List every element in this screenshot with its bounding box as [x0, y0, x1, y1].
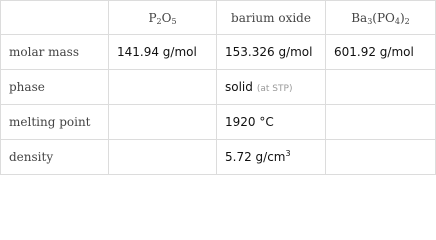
row-label-molar-mass: molar mass [1, 35, 109, 70]
density-value: 5.72 g/cm [225, 150, 286, 164]
column-header-p2o5: $P_2O_5$ [109, 1, 217, 35]
table-row [1, 35, 436, 70]
cell-value [326, 70, 436, 105]
cell-value: 1920 °C [217, 105, 326, 140]
phase-note: (at STP) [256, 84, 293, 94]
cell-value [326, 105, 436, 140]
corner-cell [1, 1, 109, 35]
column-header-barium-phosphate: $Ba_3(PO_4)_2$ [326, 1, 436, 35]
table-row [1, 105, 436, 140]
table-row [1, 70, 436, 105]
cell-value: 601.92 g/mol [326, 35, 436, 70]
row-label-phase: phase [1, 70, 109, 105]
table-row [1, 140, 436, 175]
column-header-barium-oxide: barium oxide [217, 1, 326, 35]
row-label-density: density [1, 140, 109, 175]
cell-value [109, 70, 217, 105]
phase-value: solid [225, 80, 253, 94]
header-row [1, 1, 436, 35]
row-label-melting-point: melting point [1, 105, 109, 140]
cell-value: 141.94 g/mol [109, 35, 217, 70]
cell-value [326, 140, 436, 175]
cell-value [109, 105, 217, 140]
cell-value [217, 140, 326, 175]
cell-value [217, 70, 326, 105]
cell-value: 153.326 g/mol [217, 35, 326, 70]
density-exponent: 3 [285, 149, 291, 158]
cell-value [109, 140, 217, 175]
